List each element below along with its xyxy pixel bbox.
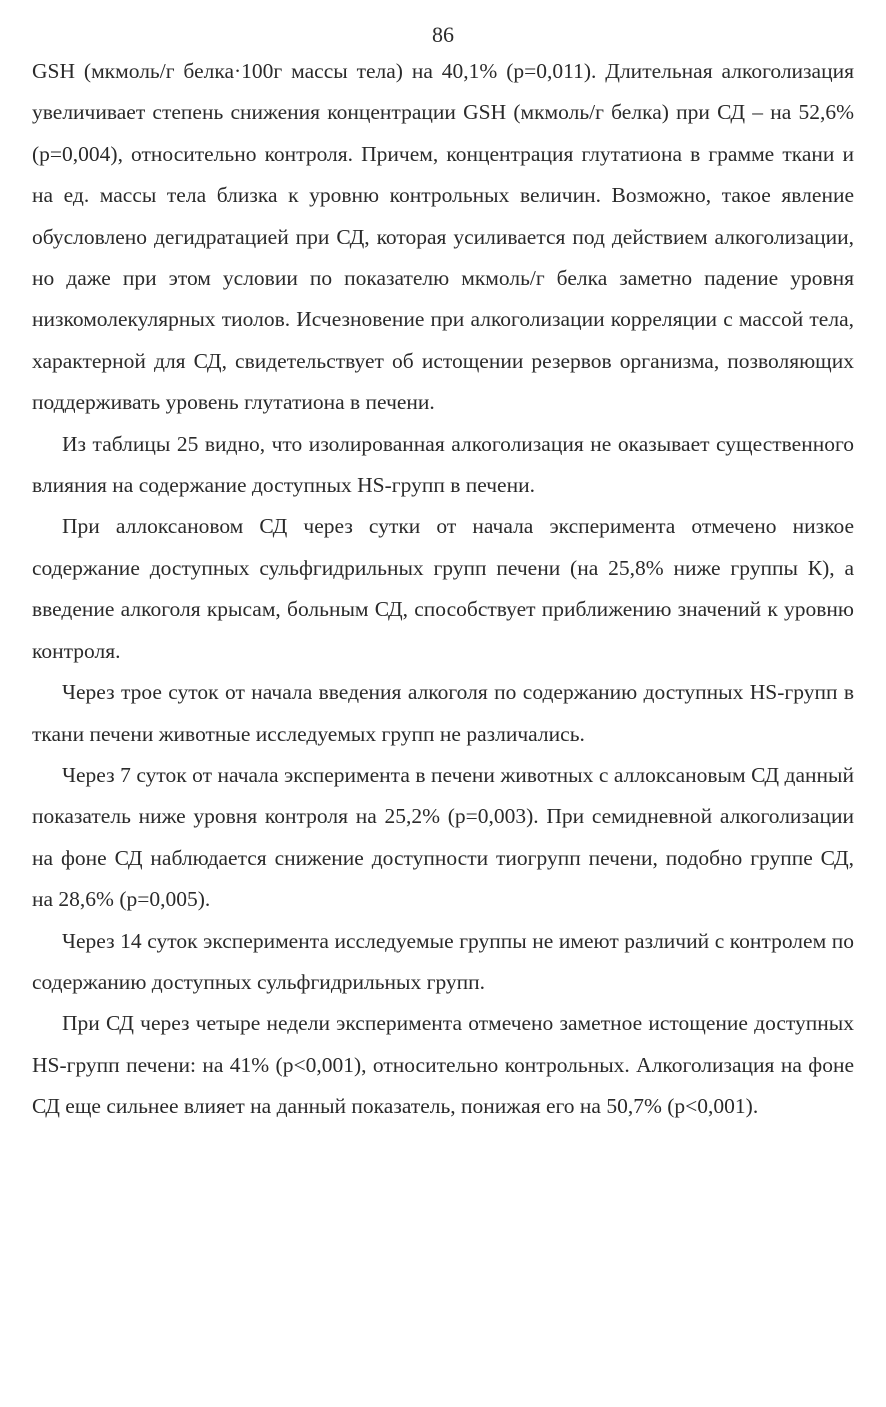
body-text [32, 51, 854, 1128]
paragraph: Через 14 суток эксперимента исследуемые группы не имеют различий с контролем по содержанию доступных сульфгидрильных групп. [32, 928, 854, 994]
paragraph: Через трое суток от начала введения алкоголя по содержанию доступных HS-групп в ткани печени животные исследуемых групп не различались. [32, 680, 854, 746]
page-number: 86 [432, 22, 454, 47]
paragraph-continuation: GSH (мкмоль/г белка·100г массы тела) на 40,1% (p=0,011). Длительная алкоголизация увеличивает степень снижения концентрации GSH (мкмоль/г белка) при СД – на 52,6% (p=0,004), относительно контроля. Причем, концентрация глутатиона в грамме ткани и на ед. массы тела близка к уровню контрольных величин. Возможно, такое явление обусловлено дегидратацией при СД, которая усиливается под действием алкоголизации, но даже при этом условии по показателю мкмоль/г белка заметно падение уровня низкомолекулярных тиолов. Исчезновение при алкоголизации корреляции с массой тела, характерной для СД, свидетельствует об истощении резервов организма, позволяющих поддерживать уровень глутатиона в печени. [32, 59, 854, 415]
paragraph: Из таблицы 25 видно, что изолированная алкоголизация не оказывает существенного влияния на содержание доступных HS-групп в печени. [32, 431, 854, 498]
paragraph: При СД через четыре недели эксперимента отмечено заметное истощение доступных HS-групп печени: на 41% (p<0,001), относительно контрольных. Алкоголизация на фоне СД еще сильнее влияет на данный показатель, понижая его на 50,7% (p<0,001). [32, 1011, 854, 1119]
paragraph: При аллоксановом СД через сутки от начала эксперимента отмечено низкое содержание доступных сульфгидрильных групп печени (на 25,8% ниже группы К), а введение алкоголя крысам, больным СД, способствует приближению значений к уровню контроля. [32, 514, 854, 663]
paragraph: Через 7 суток от начала эксперимента в печени животных с аллоксановым СД данный показатель ниже уровня контроля на 25,2% (p=0,003). При семидневной алкоголизации на фоне СД наблюдается снижение доступности тиогрупп печени, подобно группе СД, на 28,6% (p=0,005). [32, 762, 854, 912]
